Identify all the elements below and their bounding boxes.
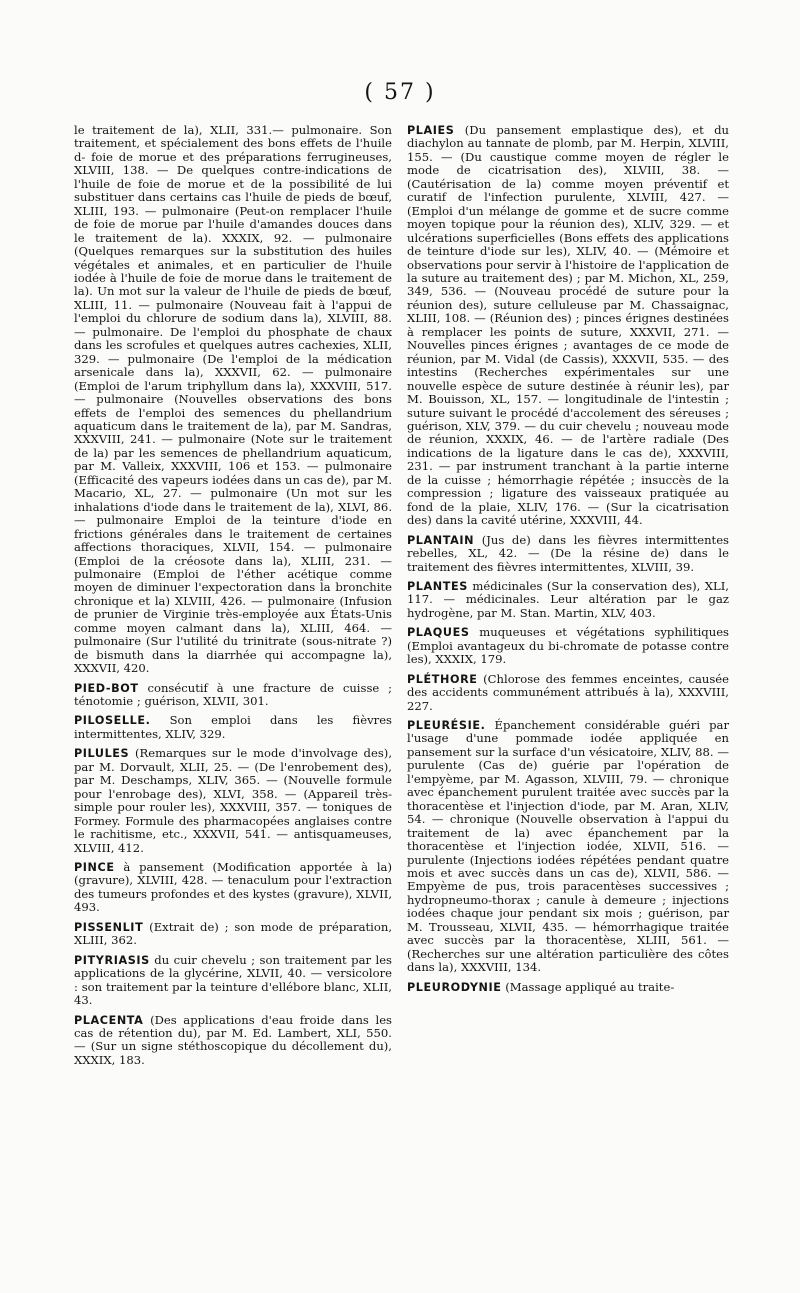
entry-text: (Extrait de) ; son mode de préparation, XLIII, 362. [74, 919, 392, 948]
index-entry [407, 981, 729, 994]
index-entry [74, 861, 392, 915]
entry-headword: PLAQUES [407, 626, 470, 640]
index-entry [74, 714, 392, 741]
entry-headword: PITYRIASIS [74, 953, 150, 967]
entry-text: du cuir chevelu ; son traitement par les applications de la glycérine, XLVII, 40. — versicolore : son traitement par la teinture d'ellébore blanc, XLII, 43. [74, 952, 393, 1008]
index-entry [407, 626, 729, 666]
index-entry [74, 921, 392, 948]
entry-headword: PIED-BOT [74, 681, 139, 695]
entry-text: Son emploi dans les fièvres intermittentes, XLIV, 329. [74, 713, 393, 741]
entry-text: (Des applications d'eau froide dans les cas de rétention du), par M. Ed. Lambert, XLI, 550. — (Sur un signe stéthoscopique du décollement du), XXXIX, 183. [74, 1012, 393, 1067]
right-column [407, 124, 729, 1000]
index-entry [74, 954, 392, 1008]
entry-headword: PLÉTHORE [407, 672, 478, 686]
index-entry [407, 719, 729, 975]
index-entry [74, 1014, 392, 1068]
index-entry [74, 682, 392, 709]
index-entry [407, 673, 729, 713]
index-entry [74, 747, 392, 855]
entry-headword: PILOSELLE. [74, 714, 151, 728]
entry-headword: PLACENTA [74, 1013, 144, 1027]
entry-headword: PISSENLIT [74, 920, 144, 934]
entry-headword: PLEURÉSIE. [407, 719, 486, 733]
entry-text: (Jus de) dans les fièvres intermittentes rebelles, XL, 42. — (De la résine de) dans le traitement des fièvres intermittentes, XLVIII, 39. [407, 532, 730, 574]
entry-text: (Remarques sur le mode d'involvage des), par M. Dorvault, XLII, 25. — (De l'enrobement des), par M. Deschamps, XLIV, 365. — (Nouvelle formule pour l'enrobage des), XLVI, 358. — (Appareil très-simple pour rouler les), XXXVIII, 357. — toniques de Formey. Formule des pharmacopées anglaises contre le rachitisme, etc., XXXVII, 541. — antisquameuses, XLVIII, 412. [74, 746, 393, 855]
entry-headword: PLANTAIN [407, 533, 475, 547]
index-entry [407, 580, 729, 620]
entry-headword: PLEURODYNIE [407, 980, 502, 994]
entry-text: Épanchement considérable guéri par l'usage d'une pommade iodée appliquée en pansement sur la surface d'un vésicatoire, XLIV, 88. — purulente (Cas de) guérie par l'opération de l'empyème, par M. Agasson, XLVIII, 79. — chronique avec épanchement purulent traitée avec succès par la thoracentèse et l'injection d'iode, par M. Aran, XLIV, 54. — chronique (Nouvelle observation à l'appui du traitement de la) avec épanchement par la thoracentèse et l'injection iodée, XLVII, 516. — purulente (Injections iodées répétées pendant quatre mois et avec succès dans un cas de), XLVII, 586. — Empyème de pus, trois paracentèses successives ; hydropneumo-thorax ; canule à demeure ; injections iodées chaque jour pendant six mois ; guérison, par M. Trousseau, XLVII, 435. — hémorrhagique traitée avec succès par la thoracentèse, XLIII, 561. — (Recherches sur une altération particulière des côtes dans la), XXXVIII, 134. [407, 718, 729, 975]
entry-text: (Chlorose des femmes enceintes, causée des accidents communément attribués à la), XXXVIII, 227. [407, 671, 730, 713]
entry-text: muqueuses et végétations syphilitiques (Emploi avantageux du bi-chromate de potasse contre les), XXXIX, 179. [407, 625, 730, 667]
page-number: ( 57 ) [364, 80, 436, 105]
entry-text: (Du pansement emplastique des), et du diachylon au tannate de plomb, par M. Herpin, XLVIII, 155. — (Du caustique comme moyen de régler le mode de cicatrisation des), XLVIII, 38. — (Cautérisation de la) comme moyen préventif et curatif de l'infection purulente, XLVIII, 427. — (Emploi d'un mélange de gomme et de sucre comme moyen topique pour la réunion des), XLIV, 329. — et ulcérations superficielles (Bons effets des applications de teinture d'iode sur les), XLIV, 40. — (Mémoire et observations pour servir à l'histoire de l'application de la suture au traitement des) ; par M. Michon, XL, 259, 349, 536. — (Nouveau procédé de suture pour la réunion des), suture celluleuse par M. Chassaignac, XLIII, 108. — (Réunion des) ; pinces érignes destinées à remplacer les points de suture, XXXVII, 271. — Nouvelles pinces érignes ; avantages de ce mode de réunion, par M. Vidal (de Cassis), XXXVII, 535. — des intestins (Recherches expérimentales sur une nouvelle espèce de suture destinée à réunir les), par M. Bouisson, XL, 157. — longitudinale de l'intestin ; suture suivant le procédé d'accolement des séreuses ; guérison, XLV, 379. — du cuir chevelu ; nouveau mode de réunion, XXXIX, 46. — de l'artère radiale (Des indications de la ligature dans le cas de), XXXVIII, 231. — par instrument tranchant à la partie interne de la cuisse ; hémorrhagie répétée ; insuccès de la compression ; ligature des vaisseaux pratiquée au fond de la plaie, XLIV, 176. — (Sur la cicatrisation des) dans la cavité utérine, XXXVIII, 44. [407, 123, 729, 528]
entry-text: (Massage appliqué au traite- [505, 979, 675, 994]
index-entry [407, 534, 729, 574]
entry-text: consécutif à une fracture de cuisse ; ténotomie ; guérison, XLVII, 301. [74, 680, 393, 709]
entry-headword: PLAIES [407, 124, 455, 137]
continuation-text: le traitement de la), XLII, 331.— pulmonaire. Son traitement, et spécialement des bons effets de l'huile d- foie de morue et des préparations ferrugineuses, XLVIII, 138. — De quelques contre-indications de l'huile de foie de morue et de la possibilité de lui substituer dans certains cas l'huile de pieds de bœuf, XLIII, 193. — pulmonaire (Peut-on remplacer l'huile de foie de morue par l'huile d'amandes douces dans le traitement de la). XXXIX, 92. — pulmonaire (Quelques remarques sur la substitution des huiles végétales et animales, et en particulier de l'huile iodée à l'huile de foie de morue dans le traitement de la). Un mot sur la valeur de l'huile de pieds de bœuf, XLIII, 11. — pulmonaire (Nouveau fait à l'appui de l'emploi du chlorure de sodium dans la), XLVIII, 88. — pulmonaire. De l'emploi du phosphate de chaux dans les scrofules et quelques autres cachexies, XLII, 329. — pulmonaire (De l'emploi de la médication arsenicale dans la), XXXVII, 62. — pulmonaire (Emploi de l'arum triphyllum dans la), XXXVIII, 517. — pulmonaire (Nouvelles observations des bons effets de l'emploi des semences du phellandrium aquaticum dans le traitement de la), par M. Sandras, XXXVIII, 241. — pulmonaire (Note sur le traitement de la) par les semences de phellandrium aquaticum, par M. Valleix, XXXVIII, 106 et 153. — pulmonaire (Efficacité des vapeurs iodées dans un cas de), par M. Macario, XL, 27. — pulmonaire (Un mot sur les inhalations d'iode dans le traitement de la), XLVI, 86. — pulmonaire Emploi de la teinture d'iode en frictions générales dans le traitement de certaines affections thoraciques, XLVII, 154. — pulmonaire (Emploi de la créosote dans la), XLIII, 231. — pulmonaire (Emploi de l'éther acétique comme moyen de diminuer l'expectoration dans la bronchite chronique et la) XLVIII, 426. — pulmonaire (Infusion de prunier de Virginie très-employée aux États-Unis comme moyen calmant dans la), XLIII, 464. — pulmonaire (Sur l'utilité du trinitrate (sous-nitrate ?) de bismuth dans la diarrhée qui accompagne la), XXXVII, 420. [74, 123, 392, 676]
left-column [74, 124, 392, 1073]
entry-headword: PILULES [74, 747, 130, 761]
index-entry [407, 124, 729, 528]
entry-text: à pansement (Modification apportée à la) (gravure), XLVIII, 428. — tenaculum pour l'extraction des tumeurs profondes et des kystes (gravure), XLVII, 493. [74, 860, 392, 915]
entry-headword: PLANTES [407, 579, 468, 593]
entry-headword: PINCE [74, 861, 115, 875]
entry-text: médicinales (Sur la conservation des), XLI, 117. — médicinales. Leur altération par le gaz hydrogène, par M. Stan. Martin, XLV, 403. [407, 578, 729, 620]
